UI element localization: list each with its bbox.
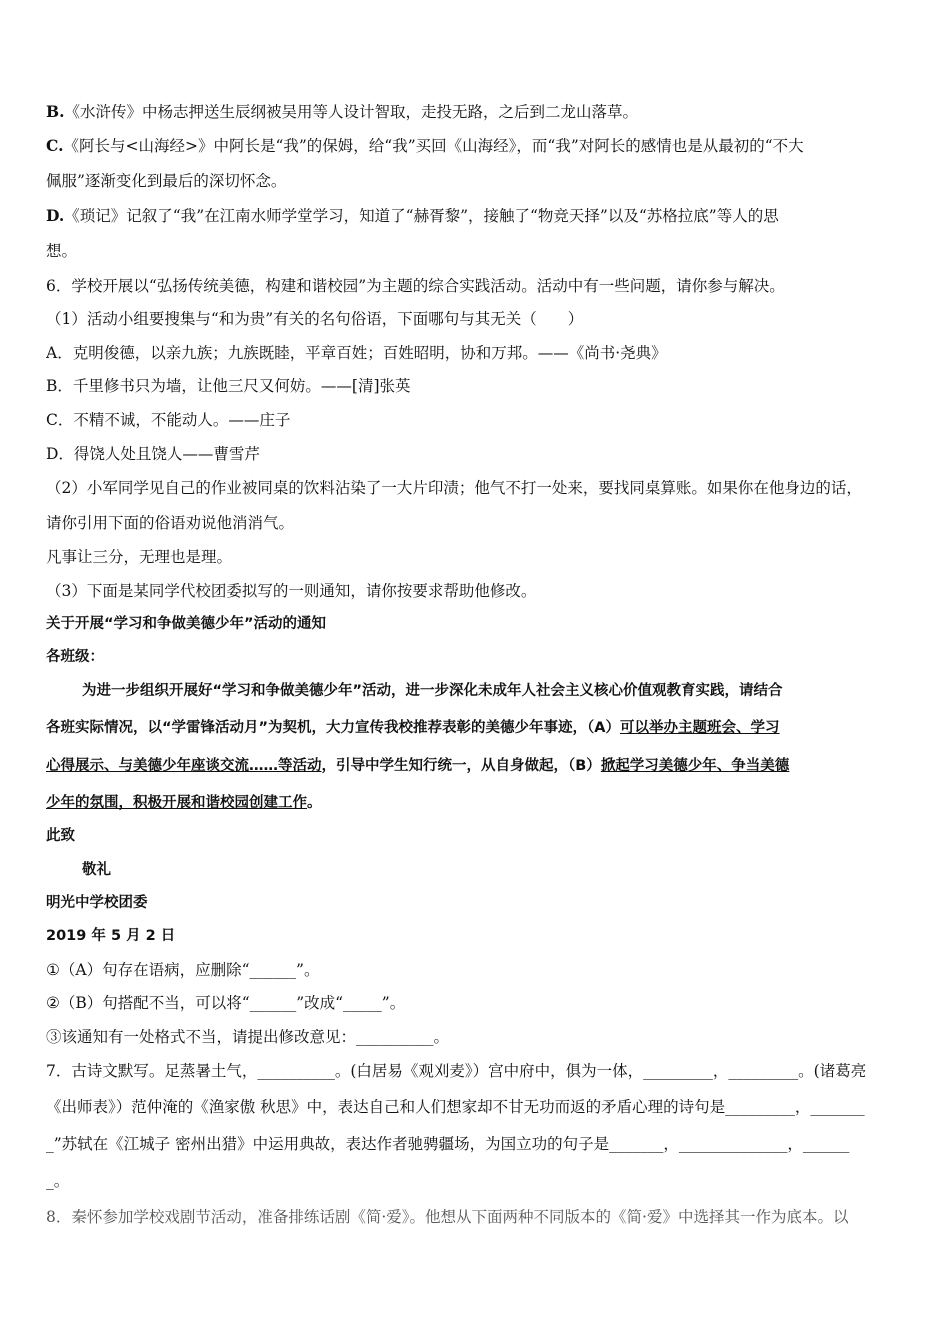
notice-paragraph-line-4 xyxy=(46,793,906,813)
q7-line-2: 《出师表》）范仲淹的《渔家傲 秋思》中，表达自己和人们想家却不甘无功而返的矛盾心理的诗句是_________，_______ xyxy=(46,1098,865,1116)
q5-option-d xyxy=(46,206,906,226)
q8-line-1: 8．秦怀参加学校戏剧节活动，准备排练话剧《简·爱》。他想从下面两种不同版本的《简·爱》中选择其一作为底本。以 xyxy=(46,1208,849,1226)
notice-p3-text: ，引导中学生知行统一，从自身做起，（B） xyxy=(321,758,601,774)
q6-option-a: A．克明俊德，以亲九族；九族既睦，平章百姓；百姓昭明，协和万邦。——《尚书·尧典》 xyxy=(46,344,667,362)
q6-proverb: 凡事让三分，无理也是理。 xyxy=(46,548,233,566)
notice-p2-text: 各班实际情况，以“学雷锋活动月”为契机，大力宣传我校推荐表彰的美德少年事迹，（A） xyxy=(46,720,621,736)
q6-option-b: B．千里修书只为墙，让他三尺又何妨。——[清]张英 xyxy=(46,377,411,395)
notice-sentence-a-underlined: 可以举办主题班会、学习 xyxy=(620,720,780,736)
notice-sentence-b-underlined: 掀起学习美德少年、争当美德 xyxy=(600,758,790,774)
notice-paragraph-line-1: 为进一步组织开展好“学习和争做美德少年”活动，进一步深化未成年人社会主义核心价值观教育实践，请结合 xyxy=(82,683,783,699)
q5-option-c xyxy=(46,136,906,156)
notice-paragraph-line-2 xyxy=(46,718,906,738)
q6-item-3: ③该通知有一处格式不当，请提出修改意见：__________。 xyxy=(46,1028,450,1046)
q5-option-c-text: 《阿长与<山海经>》中阿长是“我”的保姆，给“我”买回《山海经》，而“我”对阿长的感情也是从最初的“不大 xyxy=(63,137,804,155)
q6-option-d: D．得饶人处且饶人——曹雪芹 xyxy=(46,445,260,463)
q6-sub3: （3）下面是某同学代校团委拟写的一则通知，请你按要求帮助他修改。 xyxy=(46,582,537,600)
q5-option-b xyxy=(46,102,906,122)
notice-salutation: 各班级： xyxy=(46,649,104,665)
q6-sub2: （2）小军同学见自己的作业被同桌的饮料沾染了一大片印渍；他气不打一处来，要找同桌算账。如果你在他身边的话， xyxy=(46,479,862,497)
q5-option-c-label: C. xyxy=(46,136,64,155)
q5-option-d-cont: 想。 xyxy=(46,242,78,260)
notice-date: 2019 年 5 月 2 日 xyxy=(46,928,176,944)
notice-sentence-b-underlined-cont: 少年的氛围，积极开展和谐校园创建工作 xyxy=(46,795,307,811)
q5-option-c-cont: 佩服”逐渐变化到最后的深切怀念。 xyxy=(46,172,287,190)
notice-closing-1: 此致 xyxy=(46,828,75,844)
q5-option-d-label: D. xyxy=(46,206,65,225)
q6-sub1: （1）活动小组要搜集与“和为贵”有关的名句俗语，下面哪句与其无关（ ） xyxy=(46,310,584,328)
q5-option-d-text: 《琐记》记叙了“我”在江南水师学堂学习，知道了“赫胥黎”，接触了“物竞天择”以及“苏格拉底”等人的思 xyxy=(64,207,779,225)
q7-line-4: _。 xyxy=(46,1172,70,1190)
notice-signer: 明光中学校团委 xyxy=(46,895,148,911)
notice-paragraph-line-3 xyxy=(46,756,906,776)
q7-line-3: _”苏轼在《江城子 密州出猎》中运用典故，表达作者驰骋疆场，为国立功的句子是_______，______________，______ xyxy=(46,1135,850,1153)
notice-sentence-a-underlined-cont: 心得展示、与美德少年座谈交流……等活动 xyxy=(46,758,322,774)
q6-option-c: C．不精不诚，不能动人。——庄子 xyxy=(46,411,291,429)
notice-p4-end: 。 xyxy=(307,795,322,811)
notice-closing-2: 敬礼 xyxy=(82,862,111,878)
q7-line-1: 7．古诗文默写。足蒸暑土气，__________。(白居易《观刈麦》）宫中府中，俱为一体，_________，_________。(诸葛亮 xyxy=(46,1062,867,1080)
q6-sub2-cont: 请你引用下面的俗语劝说他消消气。 xyxy=(46,514,295,532)
q6-item-2: ②（B）句搭配不当，可以将“______”改成“_____”。 xyxy=(46,994,406,1012)
q5-option-b-text: 《水浒传》中杨志押送生辰纲被吴用等人设计智取，走投无路，之后到二龙山落草。 xyxy=(64,103,639,121)
q5-option-b-label: B. xyxy=(46,102,65,121)
notice-title: 关于开展“学习和争做美德少年”活动的通知 xyxy=(46,616,327,632)
q6-item-1: ①（A）句存在语病，应删除“______”。 xyxy=(46,961,320,979)
q6-intro: 6．学校开展以“弘扬传统美德，构建和谐校园”为主题的综合实践活动。活动中有一些问题，请你参与解决。 xyxy=(46,277,785,295)
